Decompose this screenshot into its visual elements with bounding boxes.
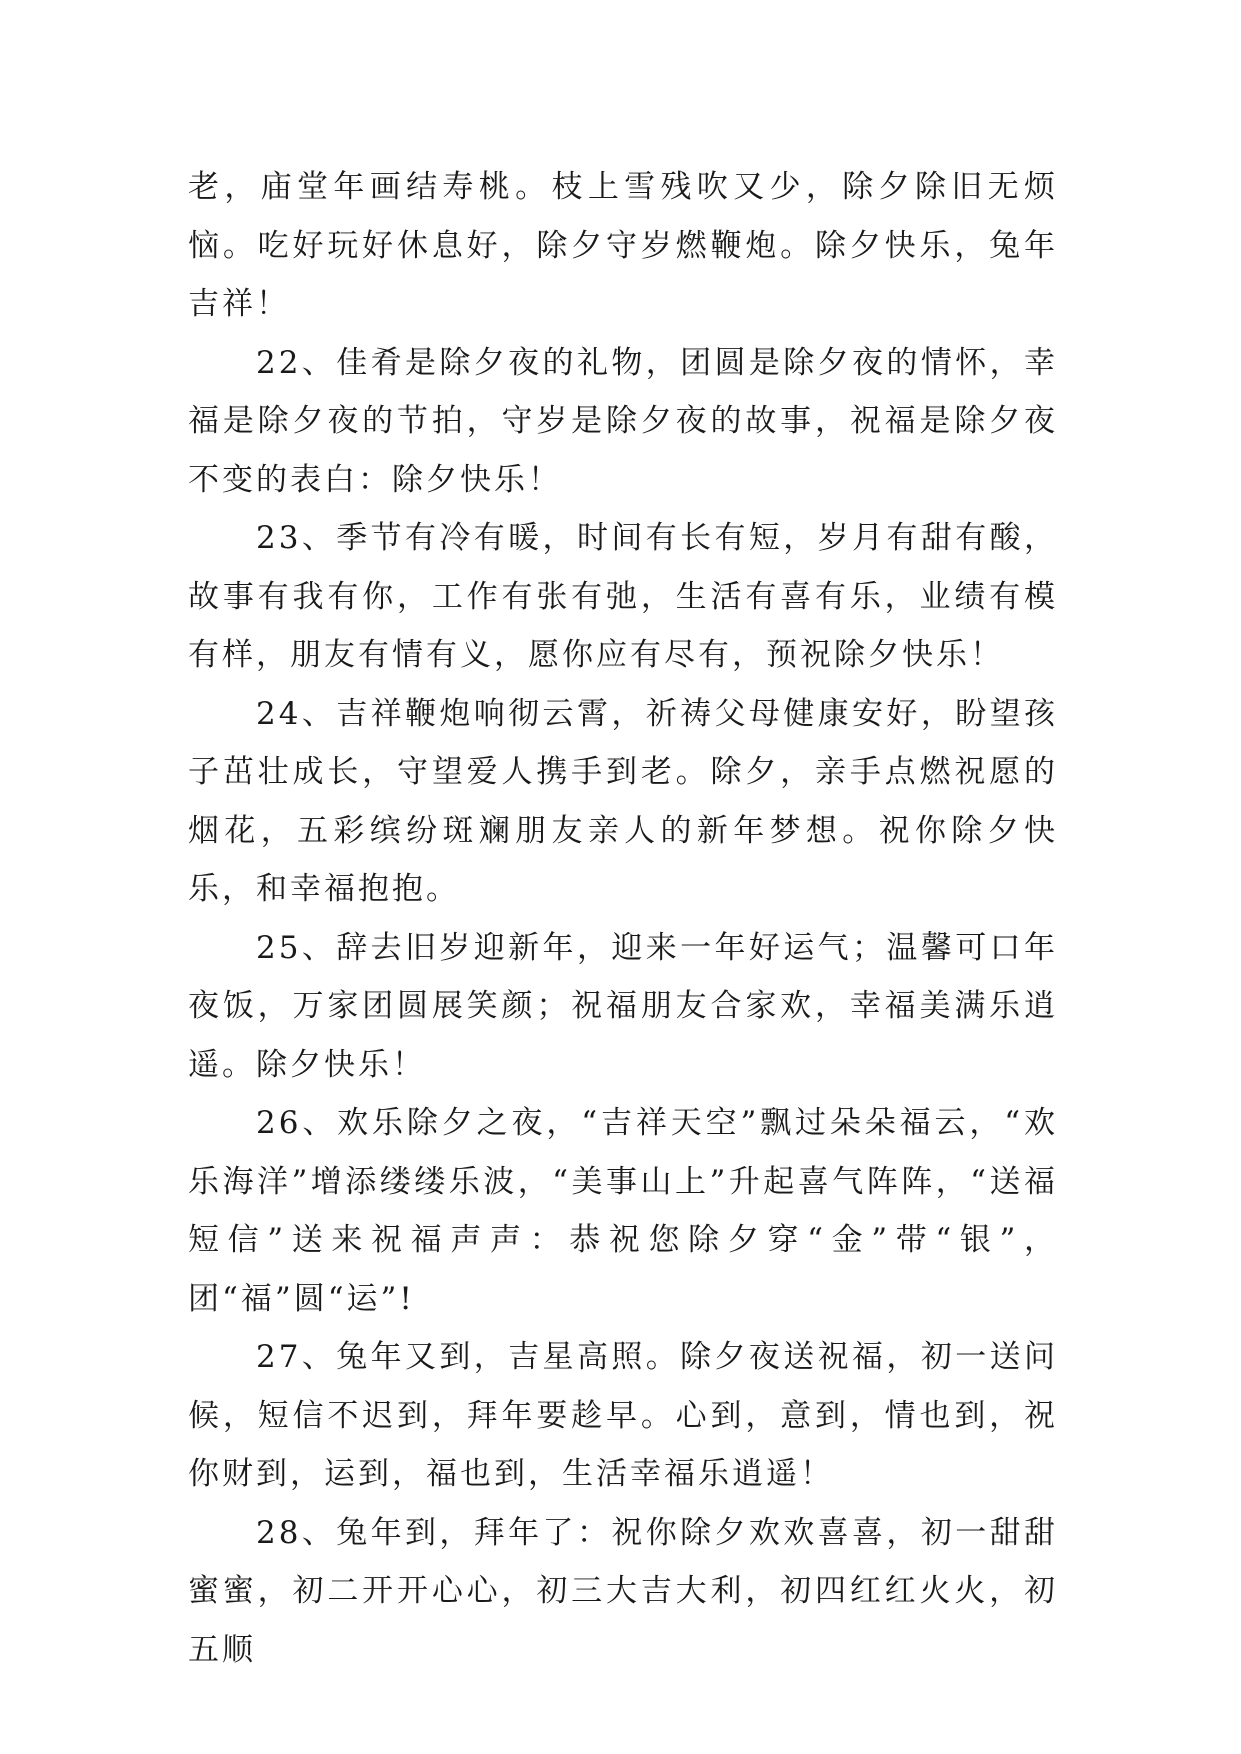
paragraph-22: 22、佳肴是除夕夜的礼物，团圆是除夕夜的情怀，幸福是除夕夜的节拍，守岁是除夕夜的故事，祝福是除夕夜不变的表白：除夕快乐！ xyxy=(188,344,1058,498)
paragraph-23: 23、季节有冷有暖，时间有长有短，岁月有甜有酸，故事有我有你，工作有张有弛，生活有喜有乐，业绩有模有样，朋友有情有义，愿你应有尽有，预祝除夕快乐！ xyxy=(188,520,1058,673)
paragraph-28: 28、兔年到，拜年了：祝你除夕欢欢喜喜，初一甜甜蜜蜜，初二开开心心，初三大吉大利，初四红红火火，初五顺 xyxy=(188,1514,1058,1668)
paragraph-21-continuation: 老，庙堂年画结寿桃。枝上雪残吹又少，除夕除旧无烦恼。吃好玩好休息好，除夕守岁燃鞭炮。除夕快乐，兔年吉祥！ xyxy=(188,169,1058,322)
document-body xyxy=(188,158,1058,1679)
paragraph-27: 27、兔年又到，吉星高照。除夕夜送祝福，初一送问候，短信不迟到，拜年要趁早。心到，意到，情也到，祝你财到，运到，福也到，生活幸福乐逍遥！ xyxy=(188,1339,1058,1492)
paragraph-25: 25、辞去旧岁迎新年，迎来一年好运气；温馨可口年夜饭，万家团圆展笑颜；祝福朋友合家欢，幸福美满乐逍遥。除夕快乐！ xyxy=(188,929,1058,1083)
paragraph-26: 26、欢乐除夕之夜，“吉祥天空”飘过朵朵福云，“欢乐海洋”增添缕缕乐波，“美事山上”升起喜气阵阵，“送福短信”送来祝福声声：恭祝您除夕穿“金”带“银”，团“福”圆“运”! xyxy=(188,1105,1058,1317)
paragraph-24: 24、吉祥鞭炮响彻云霄，祈祷父母健康安好，盼望孩子茁壮成长，守望爱人携手到老。除夕，亲手点燃祝愿的烟花，五彩缤纷斑斓朋友亲人的新年梦想。祝你除夕快乐，和幸福抱抱。 xyxy=(188,695,1058,907)
